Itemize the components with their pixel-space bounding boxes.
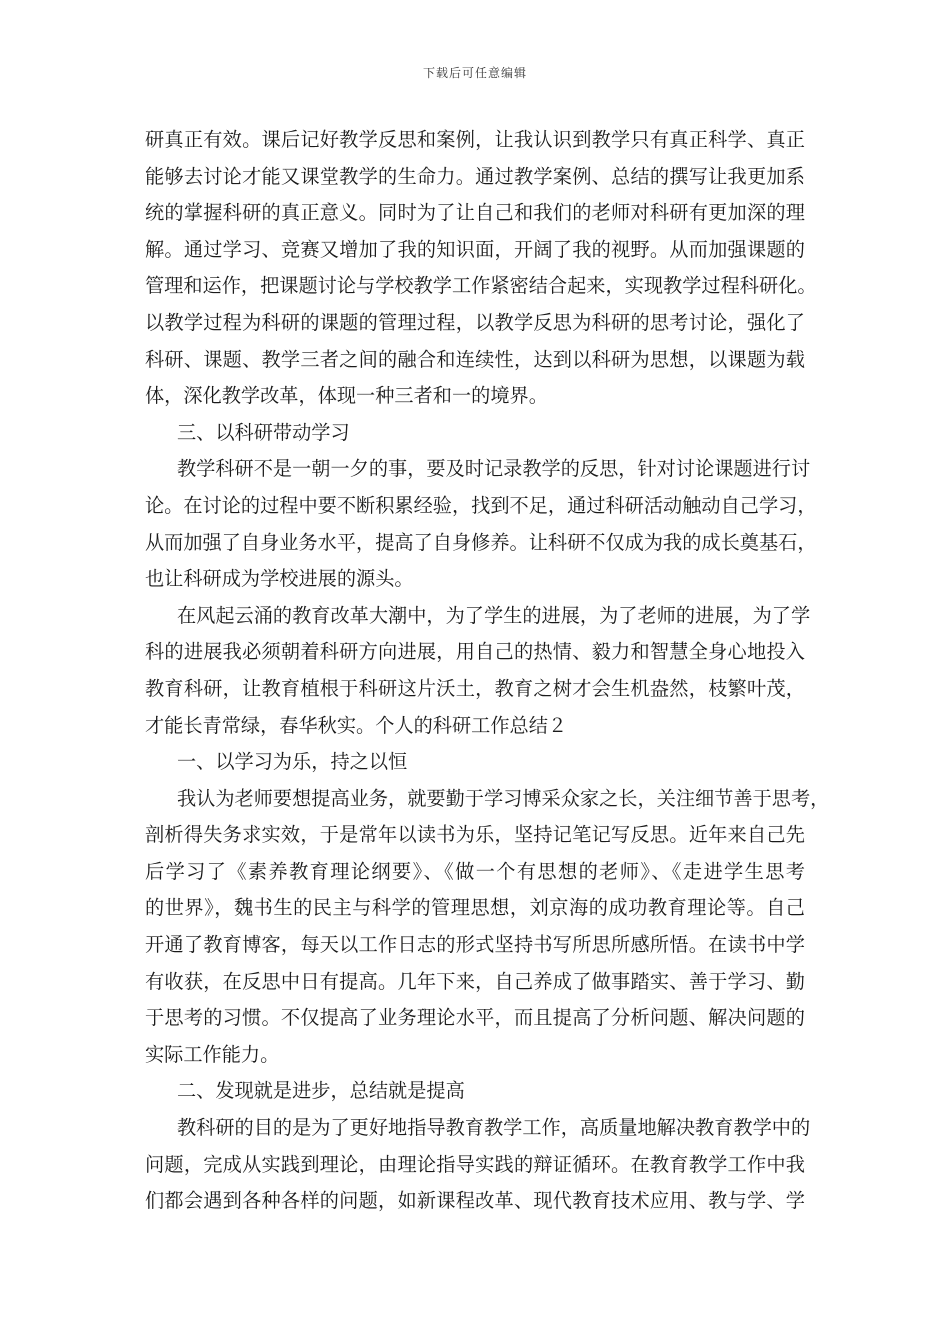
paragraph-research-purpose bbox=[145, 1110, 811, 1220]
text-line: 论。在讨论的过程中要不断积累经验，找到不足，通过科研活动触动自己学习， bbox=[145, 493, 817, 517]
text-line: 在风起云涌的教育改革大潮中，为了学生的进展，为了老师的进展，为了学 bbox=[177, 603, 811, 627]
text-line: 体，深化教学改革，体现一种三者和一的境界。 bbox=[145, 384, 548, 408]
text-line: 我认为老师要想提高业务，就要勤于学习博采众家之长，关注细节善于思考， bbox=[177, 786, 830, 810]
text-line: 科的进展我必须朝着科研方向进展，用自己的热情、毅力和智慧全身心地投入 bbox=[145, 640, 805, 664]
paragraph-research-effect bbox=[145, 122, 817, 415]
text-line: 也让科研成为学校进展的源头。 bbox=[145, 567, 414, 591]
text-line: 有收获，在反思中日有提高。几年下来，自己养成了做事踏实、善于学习、勤 bbox=[145, 969, 805, 993]
text-line: 才能长青常绿，春华秋实。个人的科研工作总结２ bbox=[145, 713, 568, 737]
text-line: 科研、课题、教学三者之间的融合和连续性，达到以科研为思想，以课题为载 bbox=[145, 347, 805, 371]
paragraph-learning-habits bbox=[145, 781, 830, 1074]
text-line: 能够去讨论才能又课堂教学的生命力。通过教学案例、总结的撰写让我更加系 bbox=[145, 164, 805, 188]
heading-text: 一、以学习为乐，持之以恒 bbox=[177, 750, 408, 774]
text-line: 管理和运作，把课题讨论与学校教学工作紧密结合起来，实现教学过程科研化。 bbox=[145, 274, 817, 298]
text-line: 研真正有效。课后记好教学反思和案例，让我认识到教学只有真正科学、真正 bbox=[145, 128, 805, 151]
text-line: 以教学过程为科研的课题的管理过程，以教学反思为科研的思考讨论，强化了 bbox=[145, 310, 805, 334]
heading-text: 二、发现就是进步，总结就是提高 bbox=[177, 1079, 465, 1103]
text-line: 教育科研，让教育植根于科研这片沃土，教育之树才会生机盎然，枝繁叶茂， bbox=[145, 676, 805, 700]
section-heading-one bbox=[145, 744, 805, 781]
text-line: 们都会遇到各种各样的问题，如新课程改革、现代教育技术应用、教与学、学 bbox=[145, 1189, 805, 1213]
text-line: 后学习了《素养教育理论纲要》、《做一个有思想的老师》、《走进学生思考 bbox=[145, 859, 805, 883]
section-heading-three bbox=[145, 415, 805, 452]
text-line: 从而加强了自身业务水平，提高了自身修养。让科研不仅成为我的成长奠基石， bbox=[145, 530, 817, 554]
text-line: 的世界》，魏书生的民主与科学的管理思想，刘京海的成功教育理论等。自己 bbox=[145, 896, 805, 920]
paragraph-research-drives-learning bbox=[145, 451, 817, 597]
text-line: 解。通过学习、竞赛又增加了我的知识面，开阔了我的视野。从而加强课题的 bbox=[145, 237, 805, 261]
text-line: 实际工作能力。 bbox=[145, 1042, 280, 1066]
page-header: 下载后可任意编辑 bbox=[422, 66, 527, 80]
text-line: 统的掌握科研的真正意义。同时为了让自己和我们的老师对科研有更加深的理 bbox=[145, 201, 805, 225]
text-line: 教科研的目的是为了更好地指导教育教学工作，高质量地解决教育教学中的 bbox=[177, 1116, 811, 1140]
heading-text: 三、以科研带动学习 bbox=[177, 420, 350, 444]
text-line: 剖析得失务求实效，于是常年以读书为乐，坚持记笔记写反思。近年来自己先 bbox=[145, 823, 805, 847]
paragraph-education-reform bbox=[145, 598, 811, 744]
text-line: 教学科研不是一朝一夕的事，要及时记录教学的反思，针对讨论课题进行讨 bbox=[177, 457, 811, 481]
text-line: 于思考的习惯。不仅提高了业务理论水平，而且提高了分析问题、解决问题的 bbox=[145, 1006, 805, 1030]
section-heading-two bbox=[145, 1073, 805, 1110]
text-line: 问题，完成从实践到理论，由理论指导实践的辩证循环。在教育教学工作中我 bbox=[145, 1152, 805, 1176]
text-line: 开通了教育博客，每天以工作日志的形式坚持书写所思所感所悟。在读书中学 bbox=[145, 933, 805, 957]
document-body bbox=[145, 122, 830, 1220]
